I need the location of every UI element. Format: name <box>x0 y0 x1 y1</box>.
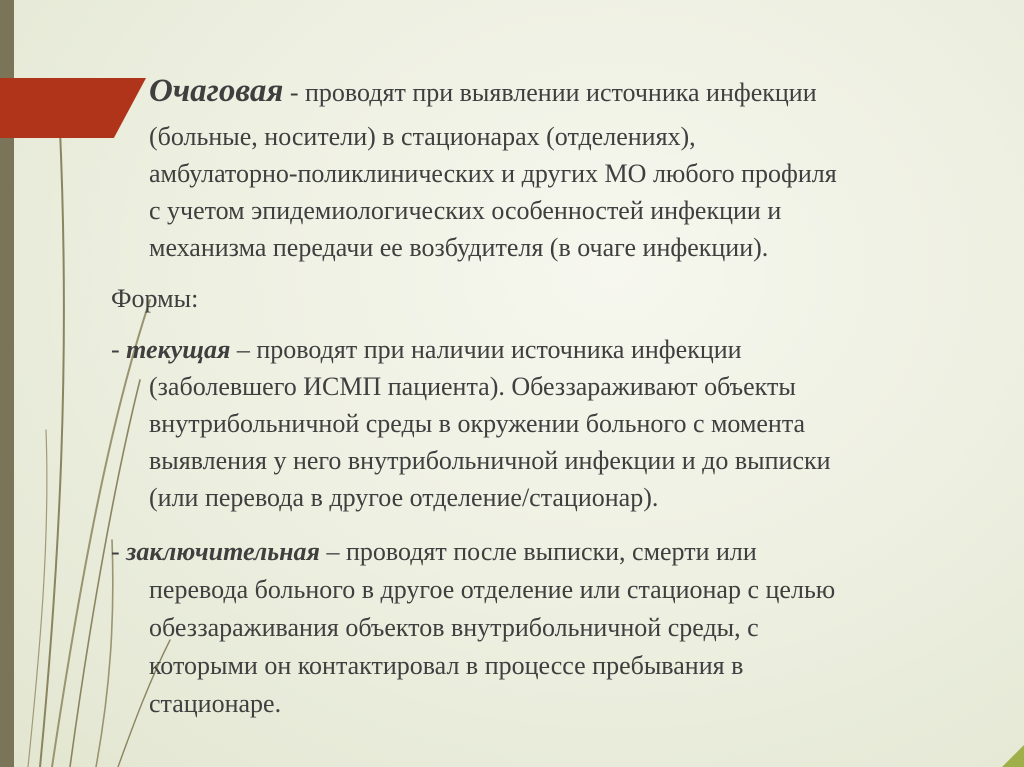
para1-line-1: (больные, носители) в стационарах (отделениях), <box>149 122 696 151</box>
para2-line-4: (или перевода в другое отделение/стационар). <box>149 483 659 512</box>
para2-heading-line <box>111 333 742 367</box>
para2-line-1: (заболевшего ИСМП пациента). Обеззараживают объекты <box>149 372 796 401</box>
para3-line-4: стационаре. <box>149 689 282 718</box>
para1-line-3: с учетом эпидемиологических особенностей инфекции и <box>149 196 782 225</box>
para2-line-3: выявления у него внутрибольничной инфекции и до выписки <box>149 446 831 475</box>
para1-title: Очаговая <box>149 73 284 109</box>
para3-line-2: обеззараживания объектов внутрибольничной среды, с <box>149 613 759 642</box>
forms-label: Формы: <box>111 284 199 313</box>
para3-heading-line <box>111 535 757 569</box>
para1-line-2: амбулаторно-поликлинических и других МО любого профиля <box>149 159 837 188</box>
para3-line-3: которыми он контактировал в процессе пребывания в <box>149 651 744 680</box>
para3-line-1: перевода больного в другое отделение или стационар с целью <box>149 575 836 604</box>
para3-title-rest: – проводят после выписки, смерти или <box>319 537 757 566</box>
para1-line-4: механизма передачи ее возбудителя (в очаге инфекции). <box>149 233 769 262</box>
para3-dash: - <box>111 537 127 566</box>
para2-title: текущая <box>126 335 231 364</box>
para2-line-2: внутрибольничной среды в окружении больного с момента <box>149 409 806 438</box>
para3-title: заключительная <box>126 537 320 566</box>
para1-heading-line <box>149 74 817 110</box>
para2-title-rest: – проводят при наличии источника инфекции <box>230 335 742 364</box>
para1-title-rest: - проводят при выявлении источника инфекции <box>283 78 817 107</box>
para2-dash: - <box>111 335 127 364</box>
